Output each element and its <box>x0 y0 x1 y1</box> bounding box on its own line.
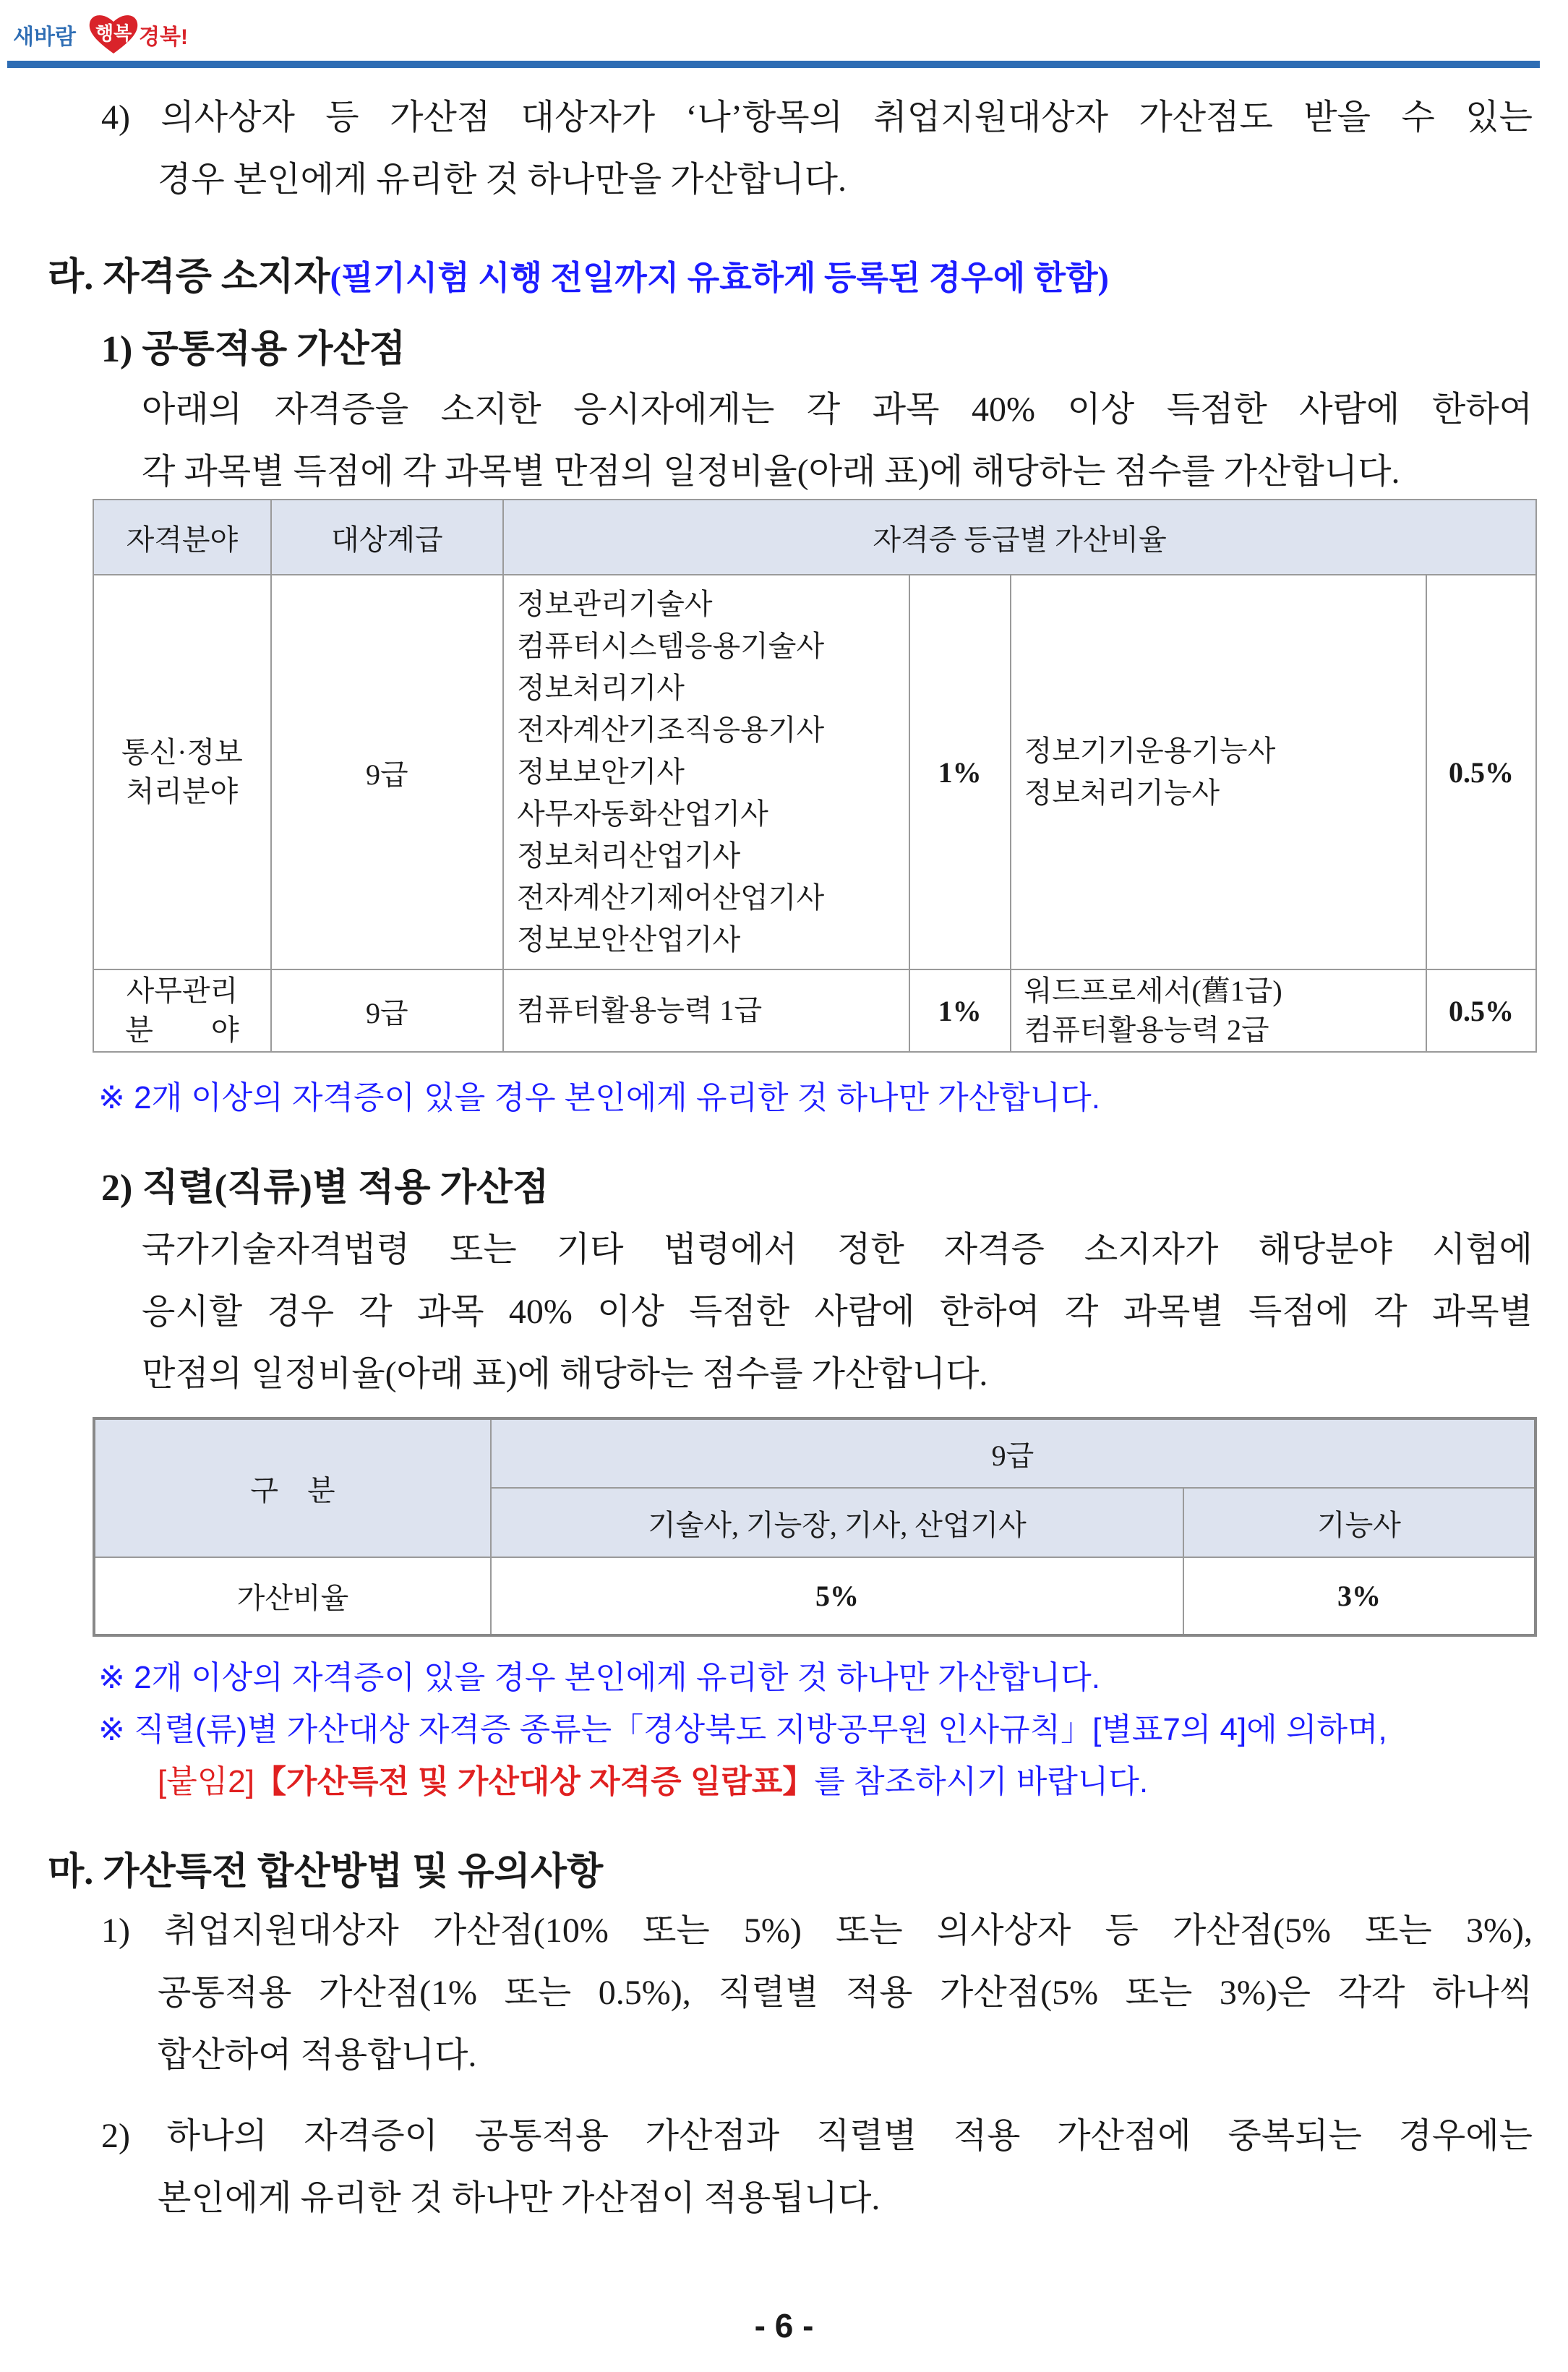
note1: ※ 2개 이상의 자격증이 있을 경우 본인에게 유리한 것 하나만 가산합니다. <box>98 1080 1100 1116</box>
note2: ※ 2개 이상의 자격증이 있을 경우 본인에게 유리한 것 하나만 가산합니다. <box>98 1660 1100 1695</box>
sub2-title: 2) 직렬(직류)별 적용 가산점 <box>101 1168 549 1209</box>
cert-item: 워드프로세서(舊1급) <box>1024 975 1282 1007</box>
cell-rate-b: 3% <box>1183 1557 1535 1635</box>
cert-item: 정보처리기사 <box>517 672 685 704</box>
ma-item1-line2: 공통적용 가산점(1% 또는 0.5%), 직렬별 적용 가산점(5% 또는 3%)은 각각 하나씩 <box>158 1974 1533 2012</box>
cell-field: 사무관리 분 야 <box>93 969 271 1052</box>
cert-item: 정보보안기사 <box>517 755 685 788</box>
ma-item1-line3: 합산하여 적용합니다. <box>158 2036 477 2074</box>
cert-item: 정보처리산업기사 <box>517 839 741 872</box>
note3-table-name: 【가산특전 및 가산대상 자격증 일람표】 <box>254 1764 815 1799</box>
cell-certs-a <box>503 575 909 969</box>
sub1-title: 1) 공통적용 가산점 <box>101 329 406 370</box>
sub2-line3: 만점의 일정비율(아래 표)에 해당하는 점수를 가산합니다. <box>142 1355 988 1393</box>
table-series-bonus <box>93 1417 1537 1637</box>
cert-item: 정보기기운용기능사 <box>1024 735 1276 767</box>
th-col-b: 기능사 <box>1183 1488 1535 1557</box>
cert-item: 전자계산기조직응용기사 <box>517 714 825 746</box>
ma-item2-line2: 본인에게 유리한 것 하나만 가산점이 적용됩니다. <box>158 2179 881 2217</box>
sub1-line1: 아래의 자격증을 소지한 응시자에게는 각 과목 40% 이상 득점한 사람에 한하여 <box>142 390 1533 429</box>
cert-item: 사무자동화산업기사 <box>517 797 768 830</box>
th-field: 자격분야 <box>93 500 271 575</box>
cell-rate-b: 0.5% <box>1426 575 1536 969</box>
sub2-line1: 국가기술자격법령 또는 기타 법령에서 정한 자격증 소지자가 해당분야 시험에 <box>142 1230 1533 1269</box>
table-row <box>93 575 1536 969</box>
cell-rate-a: 1% <box>909 969 1011 1052</box>
page-number: - 6 - <box>754 2307 814 2345</box>
cell-grade: 9급 <box>271 969 503 1052</box>
logo-text-1: 새바람 <box>13 25 76 49</box>
cell-certs-a <box>503 969 909 1052</box>
section-ra-title: 라. 자격증 소지자 <box>48 257 330 298</box>
cell-grade: 9급 <box>271 575 503 969</box>
cell-rate-a: 5% <box>491 1557 1183 1635</box>
cert-item: 컴퓨터활용능력 2급 <box>1024 1014 1269 1046</box>
cert-item: 전자계산기제어산업기사 <box>517 881 825 914</box>
section-ma-title: 마. 가산특전 합산방법 및 유의사항 <box>48 1851 604 1893</box>
cert-item: 컴퓨터시스템응용기술사 <box>517 630 825 662</box>
logo-text-2: 행복 <box>95 22 132 44</box>
th-grade: 대상계급 <box>271 500 503 575</box>
note3-line2 <box>158 1755 1148 1802</box>
cell-rate-a: 1% <box>909 575 1011 969</box>
sub1-line2: 각 과목별 득점에 각 과목별 만점의 일정비율(아래 표)에 해당하는 점수를 가산합니다. <box>142 453 1400 491</box>
th-rate: 자격증 등급별 가산비율 <box>503 500 1536 575</box>
item4-line2: 경우 본인에게 유리한 것 하나만을 가산합니다. <box>158 160 847 199</box>
header-rule <box>7 61 1540 68</box>
cert-item: 정보처리기능사 <box>1024 776 1220 809</box>
cell-certs-b <box>1011 575 1427 969</box>
cert-item: 정보보안산업기사 <box>517 923 741 956</box>
item4-line1: 4) 의사상자 등 가산점 대상자가 ‘나’항목의 취업지원대상자 가산점도 받을 수 있는 <box>101 98 1533 137</box>
cell-rate-b: 0.5% <box>1426 969 1536 1052</box>
section-ra-heading <box>48 246 1109 300</box>
note3-rest: 를 참조하시기 바랍니다. <box>814 1764 1149 1799</box>
table-row <box>94 1557 1535 1635</box>
note3-ref: [붙임2] <box>158 1764 254 1799</box>
cert-item: 정보관리기술사 <box>517 588 713 620</box>
ma-item1-line1: 1) 취업지원대상자 가산점(10% 또는 5%) 또는 의사상자 등 가산점(5% 또는 3%), <box>101 1911 1533 1950</box>
logo <box>10 7 191 56</box>
th-grade: 9급 <box>491 1418 1535 1488</box>
ma-item2-line1: 2) 하나의 자격증이 공통적용 가산점과 직렬별 적용 가산점에 중복되는 경우에는 <box>101 2117 1533 2155</box>
cell-row-label: 가산비율 <box>94 1557 491 1635</box>
logo-text-3: 경북! <box>139 25 188 49</box>
cert-item: 컴퓨터활용능력 1급 <box>517 994 763 1027</box>
note3-line1: ※ 직렬(류)별 가산대상 자격증 종류는「경상북도 지방공무원 인사규칙」[별표7의 4]에 의하며, <box>98 1712 1387 1747</box>
th-col-a: 기술사, 기능장, 기사, 산업기사 <box>491 1488 1183 1557</box>
table-common-bonus <box>93 499 1537 1053</box>
th-corner: 구 분 <box>94 1418 491 1557</box>
section-ra-note: (필기시험 시행 전일까지 유효하게 등록된 경우에 한함) <box>330 260 1109 296</box>
table-row <box>93 969 1536 1052</box>
sub2-line2: 응시할 경우 각 과목 40% 이상 득점한 사람에 한하여 각 과목별 득점에 각 과목별 <box>142 1293 1533 1331</box>
cell-certs-b <box>1011 969 1427 1052</box>
cell-field: 통신·정보 처리분야 <box>93 575 271 969</box>
